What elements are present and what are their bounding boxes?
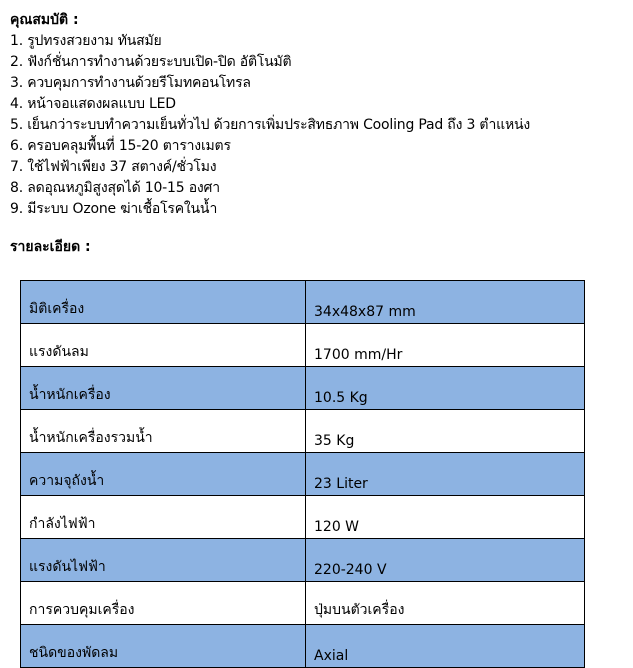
spec-label: น้ำหนักเครื่อง: [21, 367, 306, 410]
spec-label: แรงดันไฟฟ้า: [21, 539, 306, 582]
feature-item: 3. ควบคุมการทำงานด้วยรีโมทคอนโทรล: [10, 75, 251, 91]
feature-item: 5. เย็นกว่าระบบทำความเย็นทั่วไป ด้วยการเพิ่มประสิทธภาพ Cooling Pad ถึง 3 ตำแหน่ง: [10, 117, 531, 133]
feature-item: 4. หน้าจอแสดงผลแบบ LED: [10, 96, 176, 112]
spec-value: ปุ่มบนตัวเครื่อง: [306, 582, 585, 625]
spec-value: 10.5 Kg: [306, 367, 585, 410]
table-row: [21, 410, 585, 453]
table-row: [21, 281, 585, 324]
table-row: [21, 324, 585, 367]
spec-value: Axial: [306, 625, 585, 668]
spec-label: ความจุถังน้ำ: [21, 453, 306, 496]
features-heading: คุณสมบัติ :: [10, 12, 79, 28]
table-row: [21, 496, 585, 539]
spec-label: กำลังไฟฟ้า: [21, 496, 306, 539]
spec-value: 120 W: [306, 496, 585, 539]
feature-item: 6. ครอบคลุมพื้นที่ 15-20 ตารางเมตร: [10, 138, 231, 154]
table-row: [21, 625, 585, 668]
spec-value: 220-240 V: [306, 539, 585, 582]
table-row: [21, 367, 585, 410]
document: [0, 0, 633, 258]
feature-item: 7. ใช้ไฟฟ้าเพียง 37 สตางค์/ชั่วโมง: [10, 159, 217, 175]
spec-label: แรงดันลม: [21, 324, 306, 367]
features-list: [10, 31, 633, 220]
feature-item: 9. มีระบบ Ozone ฆ่าเชื้อโรคในน้ำ: [10, 201, 218, 217]
spec-value: 23 Liter: [306, 453, 585, 496]
feature-item: 1. รูปทรงสวยงาม ทันสมัย: [10, 33, 162, 49]
spec-label: มิติเครื่อง: [21, 281, 306, 324]
spec-label: ชนิดของพัดลม: [21, 625, 306, 668]
spec-table: [20, 280, 585, 668]
spec-value: 35 Kg: [306, 410, 585, 453]
table-row: [21, 453, 585, 496]
spec-value: 34x48x87 mm: [306, 281, 585, 324]
table-row: [21, 582, 585, 625]
feature-item: 8. ลดอุณหภูมิสูงสุดได้ 10-15 องศา: [10, 180, 220, 196]
spec-label: น้ำหนักเครื่องรวมน้ำ: [21, 410, 306, 453]
spec-label: การควบคุมเครื่อง: [21, 582, 306, 625]
table-row: [21, 539, 585, 582]
spec-value: 1700 mm/Hr: [306, 324, 585, 367]
details-heading: รายละเอียด :: [10, 239, 91, 255]
feature-item: 2. ฟังก์ชั่นการทำงานด้วยระบบเปิด-ปิด อัติโนมัติ: [10, 54, 292, 70]
